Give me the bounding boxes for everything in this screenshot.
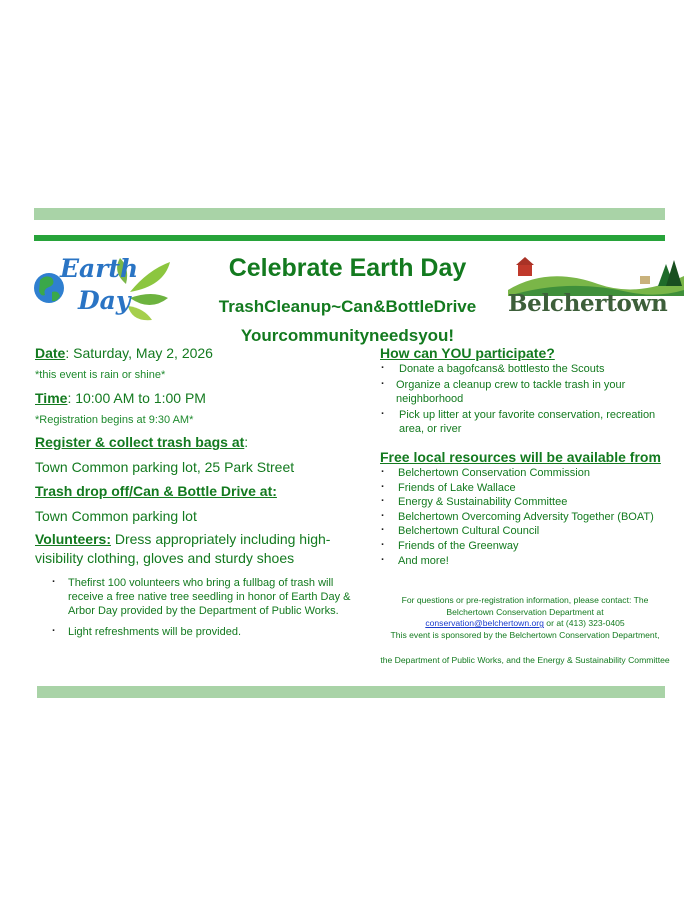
register-line: [35, 434, 248, 450]
list-item: · Belchertown Conservation Commission: [379, 466, 679, 481]
time-label: Time: [35, 390, 68, 406]
footer-line5: the Department of Public Works, and the Energy & Sustainability Committee: [380, 655, 670, 666]
register-label: Register & collect trash bags at: [35, 434, 245, 450]
footer-phone: or at (413) 323-0405: [543, 618, 625, 629]
earth-logo-line1: Earth: [60, 254, 139, 283]
list-item: · Thefirst 100 volunteers who bring a fullbag of trash will receive a free native tree seedling in honor of Earth Day & Arbor Day provided by the Department of Public Works.: [50, 576, 355, 619]
date-note: *this event is rain or shine*: [35, 369, 166, 381]
dropoff-label-text: Trash drop off/Can & Bottle Drive at:: [35, 483, 277, 499]
date-value: : Saturday, May 2, 2026: [65, 345, 213, 361]
volunteers-block: [35, 530, 355, 568]
dropoff-location: Town Common parking lot: [35, 508, 197, 524]
list-item: · Light refreshments will be provided.: [50, 625, 355, 639]
belchertown-logo-text: Belchertown: [508, 290, 668, 317]
volunteers-value: Dress appropriately including high-visibility clothing, gloves and sturdy shoes: [35, 531, 331, 566]
earth-day-logo: [30, 254, 175, 326]
list-item: · Donate a bagofcans& bottlesto the Scouts: [379, 362, 669, 377]
footer-line4: This event is sponsored by the Belchertown Conservation Department,: [390, 629, 660, 640]
list-item: · Friends of the Greenway: [379, 539, 679, 554]
footer-line3: [380, 618, 670, 630]
email-link[interactable]: conservation@belchertown.org: [425, 618, 544, 629]
footer-line2: Belchertown Conservation Department at: [446, 606, 604, 617]
volunteers-label: Volunteers:: [35, 531, 111, 547]
belchertown-logo: [508, 256, 684, 324]
time-line: [35, 390, 206, 406]
resources-list: [379, 466, 679, 568]
time-note: *Registration begins at 9:30 AM*: [35, 414, 194, 426]
date-label: Date: [35, 345, 66, 361]
resources-heading: Free local resources will be available from: [380, 449, 661, 465]
top-dark-bar: [34, 235, 665, 241]
page-title: Celebrate Earth Day: [228, 254, 467, 282]
list-item: · Pick up litter at your favorite conservation, recreation area, or river: [379, 408, 669, 437]
footer-line1: For questions or pre-registration information, please contact: The: [401, 595, 649, 605]
subtitle-drive: TrashCleanup~Can&BottleDrive: [218, 297, 477, 316]
list-item: · Belchertown Cultural Council: [379, 524, 679, 539]
earth-logo-line2: Day: [78, 286, 131, 315]
dropoff-label: [35, 483, 277, 499]
list-item: · Energy & Sustainability Committee: [379, 495, 679, 510]
list-item: · Friends of Lake Wallace: [379, 481, 679, 496]
top-light-bar: [34, 208, 665, 220]
volunteer-bullets: [50, 576, 355, 645]
register-location: Town Common parking lot, 25 Park Street: [35, 459, 295, 475]
participate-heading: How can YOU participate?: [380, 345, 555, 361]
time-value: : 10:00 AM to 1:00 PM: [67, 390, 206, 406]
register-colon: :: [244, 434, 249, 450]
list-item: · Organize a cleanup crew to tackle trash in your neighborhood: [379, 378, 669, 407]
participate-list: [379, 362, 669, 437]
date-line: [35, 345, 213, 361]
subtitle-community: Yourcommunityneedsyou!: [240, 326, 455, 345]
list-item: · And more!: [379, 554, 679, 569]
bottom-light-bar: [37, 686, 665, 698]
list-item: · Belchertown Overcoming Adversity Together (BOAT): [379, 510, 679, 525]
contact-footer: [380, 595, 670, 667]
